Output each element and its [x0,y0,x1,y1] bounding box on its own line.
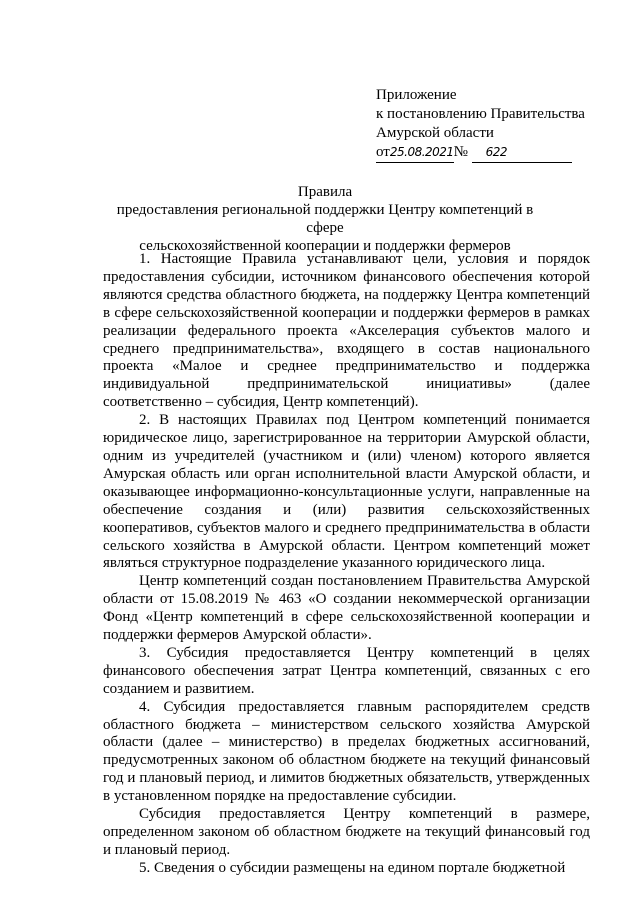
paragraph-5: 4. Субсидия предоставляется главным распорядителем средств областного бюджета – министерством сельского хозяйства Амурской области (далее – министерство) в пределах бюджетных ассигнований, предусмотренных законом об областном бюджете на текущий финансовый год и плановый период, и лимитов бюджетных обязательств, утвержденных в установленном порядке на предоставление субсидии. [103,698,590,805]
appendix-header [376,86,585,163]
paragraph-1: 1. Настоящие Правила устанавливают цели, условия и порядок предоставления субсидии, источником финансового обеспечения которой являются средства областного бюджета, на поддержку Центра компетенций в сфере сельскохозяйственной кооперации и поддержки фермеров в рамках реализации федерального проекта «Акселерация субъектов малого и среднего предпринимательства», входящего в состав национального проекта «Малое и среднее предпринимательство и поддержка индивидуальной предпринимательской инициативы» (далее соответственно – субсидия, Центр компетенций). [103,251,590,411]
handwritten-date: 25.08.2021 [389,145,454,159]
paragraph-7: 5. Сведения о субсидии размещены на едином портале бюджетной [139,859,566,876]
paragraph-2: 2. В настоящих Правилах под Центром компетенций понимается юридическое лицо, зарегистрированное на территории Амурской области, одним из учредителей (участником и (или) членом) которого является Амурская область или орган исполнительной власти Амурской области, и оказывающее информационно-консультационные услуги, направленные на обеспечение создания и (или) развития сельскохозяйственных кооперативов, субъектов малого и среднего предпринимательства в области сельского хозяйства в Амурской области. Центром компетенций может являться структурное подразделение указанного юридического лица. [103,412,590,572]
date-prefix: от [376,144,390,160]
appendix-date-number-line [376,143,585,163]
document-body [103,251,590,878]
document-title [100,183,550,255]
paragraph-4: 3. Субсидия предоставляется Центру компетенций в целях финансового обеспечения затрат Центра компетенций, связанных с его созданием и развитием. [103,644,590,697]
paragraph-6: Субсидия предоставляется Центру компетенций в размере, определенном законом об областном бюджете на текущий финансовый год и плановый период. [103,806,590,858]
title-line-2: предоставления региональной поддержки Центру компетенций в сфере [116,202,534,236]
appendix-line-2: к постановлению Правительства [376,106,585,122]
number-prefix: № [453,144,468,160]
paragraph-3: Центр компетенций создан постановлением Правительства Амурской области от 15.08.2019 № 463 «О создании некоммерческой организации Фонд «Центр компетенций в сфере сельскохозяйственной кооперации и поддержки фермеров Амурской области». [103,573,590,644]
title-line-3: сельскохозяйственной кооперации и поддержки фермеров [139,238,511,254]
appendix-line-1: Приложение [376,87,457,103]
handwritten-number: 622 [485,145,508,159]
title-line-1: Правила [297,184,353,200]
appendix-line-3: Амурской области [376,125,494,141]
